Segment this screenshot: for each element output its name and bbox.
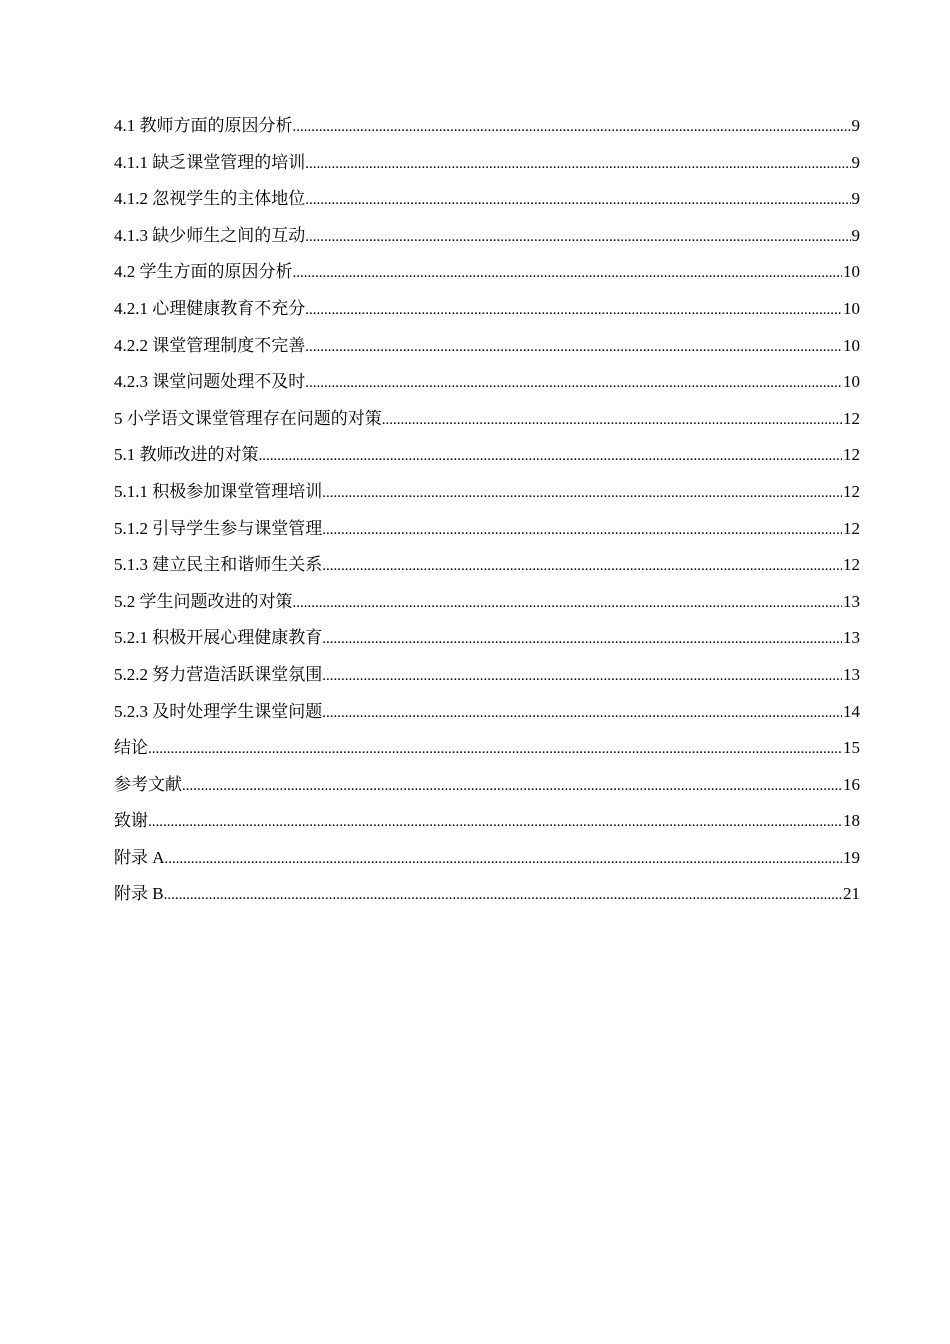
toc-entry-title: 5.2.3 及时处理学生课堂问题	[114, 701, 323, 721]
toc-leader-dots	[322, 699, 842, 726]
toc-entry-page: 9	[851, 152, 860, 172]
toc-leader-dots	[293, 589, 843, 616]
toc-entry	[114, 516, 860, 553]
toc-entry-title: 附录 A	[114, 847, 165, 867]
toc-leader-dots	[182, 772, 842, 799]
toc-entry-page: 13	[843, 664, 860, 684]
toc-entry-title: 致谢	[114, 811, 148, 831]
toc-entry-title: 5.1.2 引导学生参与课堂管理	[114, 518, 323, 538]
toc-entry	[114, 406, 860, 443]
toc-entry-page: 12	[843, 555, 860, 575]
toc-entry	[114, 113, 860, 150]
toc-entry-page: 12	[843, 481, 860, 501]
toc-entry	[114, 369, 860, 406]
toc-entry-page: 9	[851, 225, 860, 245]
toc-entry-title: 5.2.1 积极开展心理健康教育	[114, 628, 323, 648]
toc-leader-dots	[322, 516, 842, 543]
toc-entry-page: 9	[851, 189, 860, 209]
toc-leader-dots	[322, 479, 842, 506]
toc-leader-dots	[382, 406, 842, 433]
toc-leader-dots	[148, 808, 842, 835]
toc-entry-title: 5.2.2 努力营造活跃课堂氛围	[114, 664, 323, 684]
toc-leader-dots	[322, 552, 842, 579]
toc-entry-page: 9	[851, 116, 860, 135]
toc-entry-page: 19	[843, 847, 860, 867]
toc-entry-title: 5.2 学生问题改进的对策	[114, 591, 293, 611]
table-of-contents	[114, 113, 860, 918]
toc-entry-title: 参考文献	[114, 774, 182, 794]
toc-entry	[114, 223, 860, 260]
toc-entry-page: 10	[843, 262, 860, 282]
toc-entry-page: 18	[843, 811, 860, 831]
toc-leader-dots	[305, 186, 850, 213]
toc-leader-dots	[293, 259, 843, 286]
toc-entry	[114, 479, 860, 516]
toc-leader-dots	[305, 223, 850, 250]
toc-entry-title: 结论	[114, 738, 148, 758]
toc-entry	[114, 662, 860, 699]
toc-entry	[114, 735, 860, 772]
toc-entry-title: 4.1.1 缺乏课堂管理的培训	[114, 152, 306, 172]
toc-entry	[114, 552, 860, 589]
toc-leader-dots	[305, 333, 842, 360]
toc-entry	[114, 699, 860, 736]
toc-leader-dots	[259, 442, 843, 469]
toc-leader-dots	[165, 845, 842, 872]
toc-entry-title: 4.2 学生方面的原因分析	[114, 262, 293, 282]
toc-entry-title: 5.1.1 积极参加课堂管理培训	[114, 481, 323, 501]
toc-entry-title: 4.2.3 课堂问题处理不及时	[114, 372, 306, 392]
toc-entry	[114, 772, 860, 809]
toc-leader-dots	[322, 625, 842, 652]
toc-entry-page: 10	[843, 372, 860, 392]
toc-entry-page: 12	[843, 445, 860, 465]
toc-entry-page: 15	[843, 738, 860, 758]
toc-leader-dots	[322, 662, 842, 689]
toc-entry	[114, 808, 860, 845]
toc-entry-title: 附录 B	[114, 884, 164, 904]
toc-leader-dots	[305, 150, 850, 177]
toc-entry	[114, 259, 860, 296]
toc-entry	[114, 296, 860, 333]
toc-entry	[114, 625, 860, 662]
toc-entry-title: 4.1.3 缺少师生之间的互动	[114, 225, 306, 245]
toc-entry-title: 5.1 教师改进的对策	[114, 445, 259, 465]
toc-entry	[114, 333, 860, 370]
toc-entry-title: 4.2.2 课堂管理制度不完善	[114, 335, 306, 355]
toc-leader-dots	[293, 113, 851, 140]
toc-entry-page: 14	[843, 701, 860, 721]
toc-entry	[114, 589, 860, 626]
toc-entry	[114, 845, 860, 882]
toc-entry-page: 12	[843, 408, 860, 428]
toc-leader-dots	[148, 735, 842, 762]
toc-entry	[114, 442, 860, 479]
toc-entry-page: 13	[843, 628, 860, 648]
toc-leader-dots	[305, 369, 842, 396]
toc-entry-title: 4.1.2 忽视学生的主体地位	[114, 189, 306, 209]
toc-leader-dots	[305, 296, 842, 323]
toc-entry-title: 5 小学语文课堂管理存在问题的对策	[114, 408, 382, 428]
toc-entry	[114, 881, 860, 918]
toc-entry	[114, 186, 860, 223]
toc-entry-title: 4.1 教师方面的原因分析	[114, 116, 293, 135]
toc-entry	[114, 150, 860, 187]
toc-entry-title: 5.1.3 建立民主和谐师生关系	[114, 555, 323, 575]
toc-entry-page: 13	[843, 591, 860, 611]
toc-entry-page: 21	[843, 884, 860, 904]
toc-leader-dots	[164, 881, 842, 908]
toc-entry-page: 10	[843, 298, 860, 318]
toc-entry-page: 10	[843, 335, 860, 355]
toc-entry-title: 4.2.1 心理健康教育不充分	[114, 298, 306, 318]
toc-entry-page: 12	[843, 518, 860, 538]
toc-entry-page: 16	[843, 774, 860, 794]
